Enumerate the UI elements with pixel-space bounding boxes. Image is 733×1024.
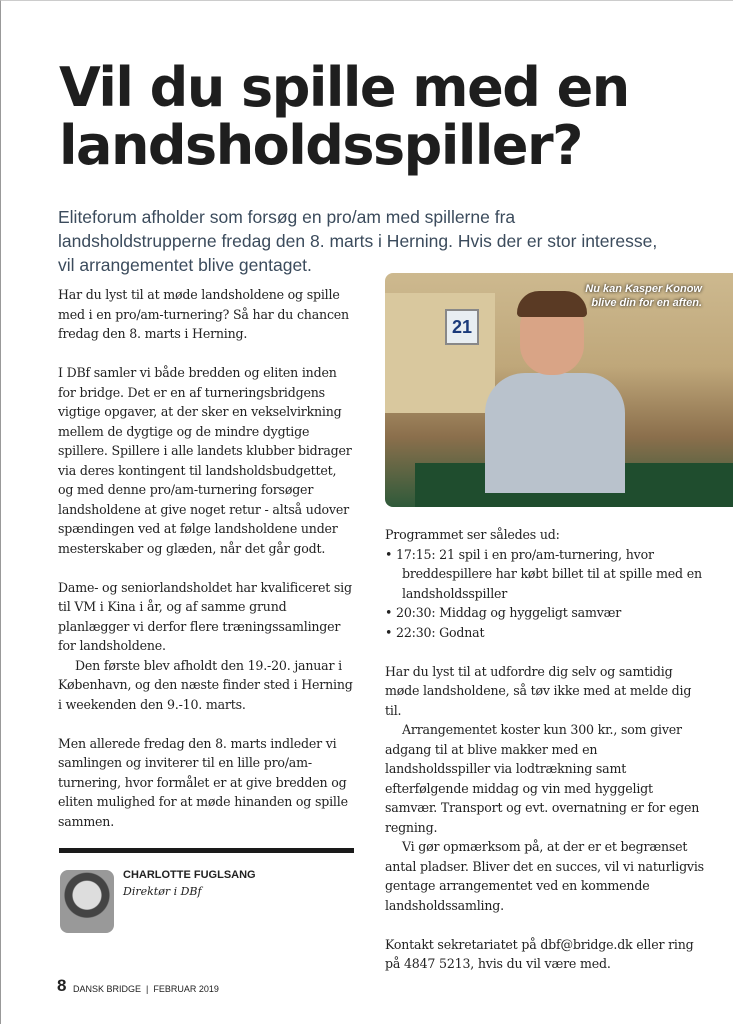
program-item: • 22:30: Godnat	[385, 624, 485, 640]
photo-person-body	[485, 373, 625, 493]
program-item: • 20:30: Middag og hyggeligt samvær	[385, 605, 622, 620]
right-column	[385, 525, 705, 993]
paragraph: Har du lyst til at møde landsholdene og spille med i en pro/am-turnering? Så har du chancen fredag den 8. marts i Herning.	[58, 287, 349, 341]
article-title: Vil du spille med en landsholdsspiller?	[59, 56, 629, 177]
program-intro: Programmet ser således ud:	[385, 527, 560, 542]
photo-caption: Nu kan Kasper Konow blive din for en aften.	[585, 283, 702, 309]
paragraph: Dame- og seniorlandsholdet har kvalificeret sig til VM i Kina i år, og af samme grund planlægger vi derfor flere træningssamlinger for landsholdene.	[58, 579, 352, 653]
paragraph: I DBf samler vi både bredden og eliten inden for bridge. Det er en af turneringsbridgens vigtige opgaver, at der sker en vekselvirkning mellem de dygtige og de mindre dygtige spillere. Spillere i alle landets klubber bidrager via deres kontingent til landsholdsbudgettet, og med denne pro/am-turnering forsøger landsholdene at give noget retur - altså udover spændingen ved at følge landsholdene under mesterskaber og glæden, når det går godt.	[58, 365, 352, 556]
article-lead: Eliteforum afholder som forsøg en pro/am med spillerne fra landsholdstrupperne fredag den 8. marts i Herning. Hvis der er stor interesse, vil arrangementet blive gentaget.	[58, 207, 658, 275]
article-photo	[385, 273, 733, 507]
paragraph: Arrangementet koster kun 300 kr., som giver adgang til at blive makker med en landsholdsspiller via lodtrækning samt efterfølgende middag og vin med hyggeligt samvær. Transport og evt. overnatning er for egen regning.	[385, 722, 700, 835]
author-divider	[59, 848, 354, 853]
author-name: CHARLOTTE FUGLSANG	[123, 869, 256, 881]
author-role: Direktør i DBf	[123, 885, 202, 898]
left-column	[58, 285, 353, 851]
publication-footer: DANSK BRIDGE | FEBRUAR 2019	[73, 984, 219, 994]
paragraph: Den første blev afholdt den 19.-20. januar i København, og den næste finder sted i Herning i weekenden den 9.-10. marts.	[58, 657, 353, 712]
page-number: 8	[57, 976, 67, 995]
table-number-sign: 21	[445, 309, 479, 345]
paragraph: Men allerede fredag den 8. marts indleder vi samlingen og inviterer til en lille pro/am-turnering, hvor formålet er at give bredden og eliten mulighed for at møde hinanden og spille sammen.	[58, 735, 348, 829]
program-item: • 17:15: 21 spil i en pro/am-turnering, hvor breddespillere har købt billet til at spille med en landsholdsspiller	[385, 546, 702, 601]
author-avatar	[60, 870, 114, 933]
paragraph: Vi gør opmærksom på, at der er et begrænset antal pladser. Bliver det en succes, vil vi naturligvis gentage arrangementet ved en kommende landsholdssamling.	[385, 839, 704, 913]
paragraph: Har du lyst til at udfordre dig selv og samtidig møde landsholdene, så tøv ikke med at melde dig til.	[385, 663, 692, 718]
contact-paragraph: Kontakt sekretariatet på dbf@bridge.dk eller ring på 4847 5213, hvis du vil være med.	[385, 936, 694, 971]
